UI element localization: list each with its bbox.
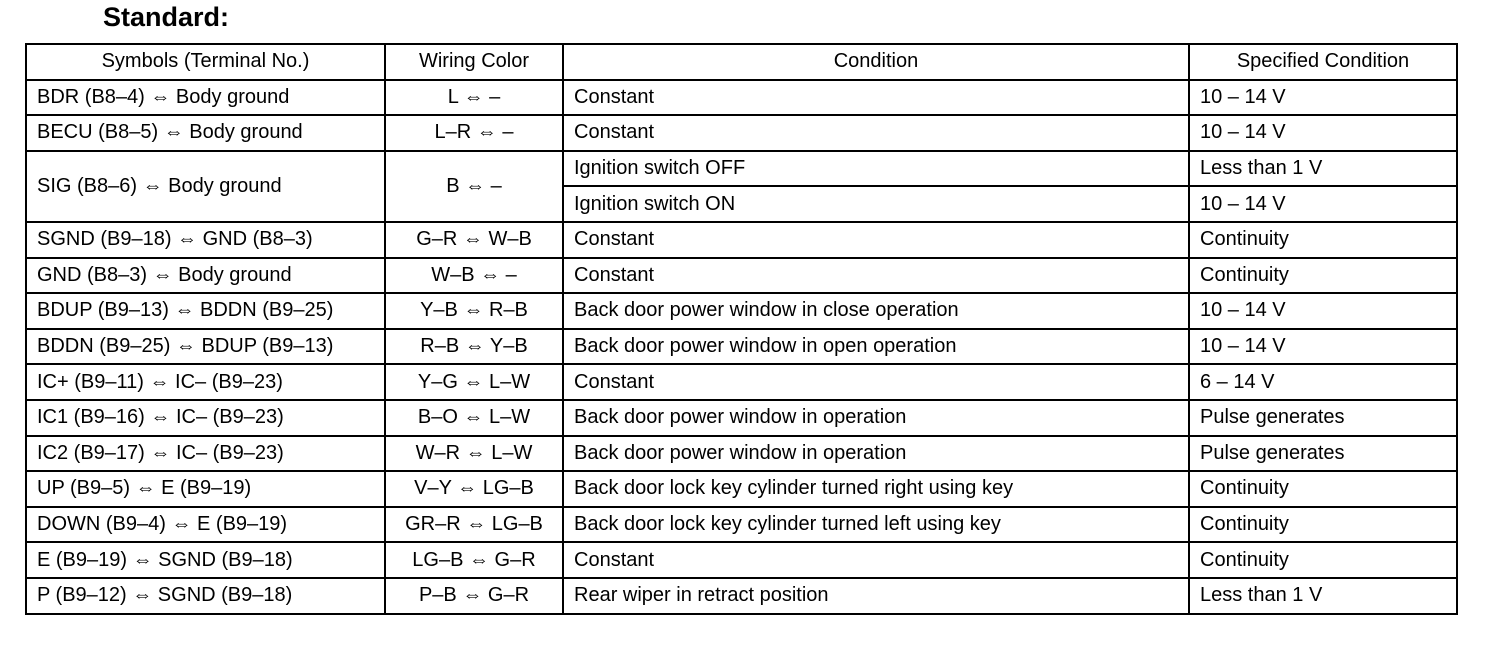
condition-cell: Rear wiper in retract position: [563, 578, 1189, 614]
header-condition: Condition: [563, 44, 1189, 80]
wiring-cell: Y–B ⇔ R–B: [385, 293, 563, 329]
spec-cell: 6 – 14 V: [1189, 364, 1457, 400]
condition-cell: Back door power window in operation: [563, 400, 1189, 436]
condition-cell: Back door power window in operation: [563, 436, 1189, 472]
spec-cell: Continuity: [1189, 258, 1457, 294]
spec-cell: 10 – 14 V: [1189, 115, 1457, 151]
wiring-cell: L ⇔ –: [385, 80, 563, 116]
symbol-cell: P (B9–12) ⇔ SGND (B9–18): [26, 578, 385, 614]
condition-cell: Back door power window in open operation: [563, 329, 1189, 365]
wiring-cell: B ⇔ –: [385, 151, 563, 222]
wiring-cell: P–B ⇔ G–R: [385, 578, 563, 614]
condition-cell: Back door lock key cylinder turned right using key: [563, 471, 1189, 507]
wiring-cell: V–Y ⇔ LG–B: [385, 471, 563, 507]
spec-cell: Pulse generates: [1189, 436, 1457, 472]
table-row: [26, 507, 1457, 543]
symbol-cell: DOWN (B9–4) ⇔ E (B9–19): [26, 507, 385, 543]
symbol-cell: IC+ (B9–11) ⇔ IC– (B9–23): [26, 364, 385, 400]
symbol-cell: BDUP (B9–13) ⇔ BDDN (B9–25): [26, 293, 385, 329]
table-row: [26, 80, 1457, 116]
wiring-cell: B–O ⇔ L–W: [385, 400, 563, 436]
table-row: [26, 364, 1457, 400]
symbol-cell: UP (B9–5) ⇔ E (B9–19): [26, 471, 385, 507]
page-title: Standard:: [103, 2, 230, 32]
table-row: [26, 471, 1457, 507]
condition-cell: Constant: [563, 542, 1189, 578]
spec-cell: Continuity: [1189, 222, 1457, 258]
table-row: [26, 293, 1457, 329]
table-row: [26, 115, 1457, 151]
symbol-cell: BDR (B8–4) ⇔ Body ground: [26, 80, 385, 116]
spec-cell: Continuity: [1189, 542, 1457, 578]
table-row: [26, 578, 1457, 614]
wiring-cell: LG–B ⇔ G–R: [385, 542, 563, 578]
table-header-row: [26, 44, 1457, 80]
symbol-cell: BECU (B8–5) ⇔ Body ground: [26, 115, 385, 151]
header-specified-condition: Specified Condition: [1189, 44, 1457, 80]
condition-cell: Constant: [563, 80, 1189, 116]
table-row: [26, 542, 1457, 578]
symbol-cell: E (B9–19) ⇔ SGND (B9–18): [26, 542, 385, 578]
header-symbols: Symbols (Terminal No.): [26, 44, 385, 80]
symbol-cell: SIG (B8–6) ⇔ Body ground: [26, 151, 385, 222]
table-row: [26, 258, 1457, 294]
condition-cell: Ignition switch ON: [563, 186, 1189, 222]
table-row: [26, 222, 1457, 258]
wiring-cell: R–B ⇔ Y–B: [385, 329, 563, 365]
table-row: [26, 400, 1457, 436]
symbol-cell: IC2 (B9–17) ⇔ IC– (B9–23): [26, 436, 385, 472]
wiring-cell: G–R ⇔ W–B: [385, 222, 563, 258]
table-row: [26, 436, 1457, 472]
spec-cell: 10 – 14 V: [1189, 80, 1457, 116]
wiring-cell: L–R ⇔ –: [385, 115, 563, 151]
spec-cell: Continuity: [1189, 471, 1457, 507]
condition-cell: Back door power window in close operation: [563, 293, 1189, 329]
wiring-cell: GR–R ⇔ LG–B: [385, 507, 563, 543]
spec-cell: 10 – 14 V: [1189, 293, 1457, 329]
condition-cell: Constant: [563, 364, 1189, 400]
condition-cell: Back door lock key cylinder turned left using key: [563, 507, 1189, 543]
symbol-cell: IC1 (B9–16) ⇔ IC– (B9–23): [26, 400, 385, 436]
wiring-cell: W–B ⇔ –: [385, 258, 563, 294]
spec-cell: Less than 1 V: [1189, 578, 1457, 614]
symbol-cell: GND (B8–3) ⇔ Body ground: [26, 258, 385, 294]
condition-cell: Constant: [563, 222, 1189, 258]
condition-cell: Constant: [563, 115, 1189, 151]
spec-cell: Pulse generates: [1189, 400, 1457, 436]
table-row: [26, 151, 1457, 187]
condition-cell: Constant: [563, 258, 1189, 294]
spec-cell: Continuity: [1189, 507, 1457, 543]
spec-cell: 10 – 14 V: [1189, 186, 1457, 222]
condition-cell: Ignition switch OFF: [563, 151, 1189, 187]
specification-table: [25, 43, 1458, 615]
symbol-cell: BDDN (B9–25) ⇔ BDUP (B9–13): [26, 329, 385, 365]
spec-cell: Less than 1 V: [1189, 151, 1457, 187]
table-row: [26, 329, 1457, 365]
wiring-cell: Y–G ⇔ L–W: [385, 364, 563, 400]
wiring-cell: W–R ⇔ L–W: [385, 436, 563, 472]
symbol-cell: SGND (B9–18) ⇔ GND (B8–3): [26, 222, 385, 258]
spec-cell: 10 – 14 V: [1189, 329, 1457, 365]
header-wiring-color: Wiring Color: [385, 44, 563, 80]
